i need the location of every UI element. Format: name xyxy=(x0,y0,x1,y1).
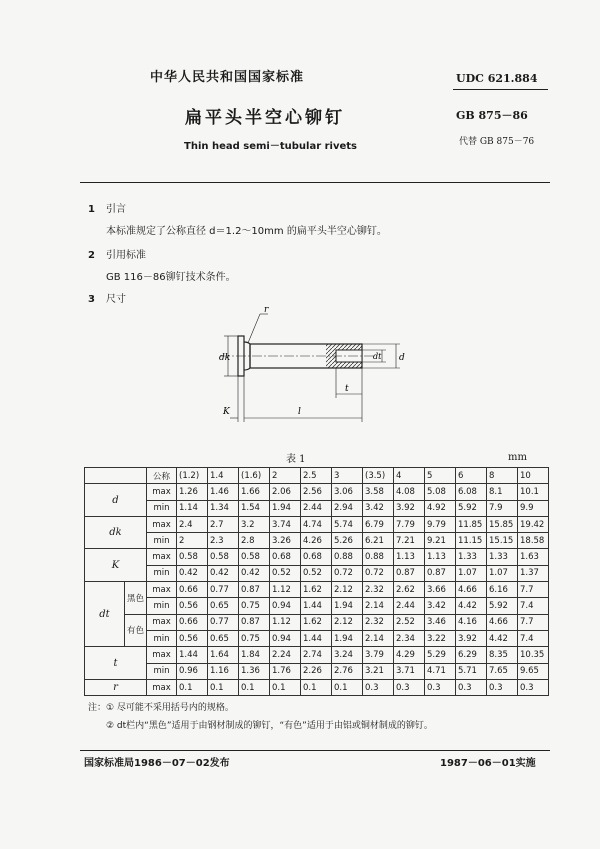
table-value-cell: 0.42 xyxy=(239,565,270,581)
section-1-heading xyxy=(88,200,126,215)
dimension-table xyxy=(84,467,549,696)
table-limit-cell: min xyxy=(147,533,177,549)
header-rule xyxy=(453,89,548,90)
section-title: 引用标准 xyxy=(106,250,146,261)
table-limit-cell: min xyxy=(147,598,177,614)
table-value-cell: 4.26 xyxy=(301,533,332,549)
bottom-divider xyxy=(80,750,550,751)
table-value-cell: 1.94 xyxy=(270,500,301,516)
nominal-size-cell: 2 xyxy=(270,468,301,484)
table-value-cell: 0.56 xyxy=(177,598,208,614)
table-value-cell: 4.16 xyxy=(456,614,487,630)
table-value-cell: 3.79 xyxy=(363,647,394,663)
table-value-cell: 0.42 xyxy=(177,565,208,581)
table-value-cell: 5.92 xyxy=(487,598,518,614)
table-value-cell: 10.1 xyxy=(518,484,549,500)
implementation-date: 1987－06－01实施 xyxy=(440,758,536,769)
table-value-cell: 0.3 xyxy=(425,679,456,695)
table-limit-cell: min xyxy=(147,663,177,679)
table-value-cell: 0.58 xyxy=(239,549,270,565)
table-value-cell: 7.65 xyxy=(487,663,518,679)
table-value-cell: 7.7 xyxy=(518,582,549,598)
table-value-cell: 2.44 xyxy=(301,500,332,516)
table-value-cell: 18.58 xyxy=(518,533,549,549)
table-limit-cell: min xyxy=(147,565,177,581)
issue-date: 国家标准局1986－07－02发布 xyxy=(84,758,230,769)
table-value-cell: 1.66 xyxy=(239,484,270,500)
table-value-cell: 3.58 xyxy=(363,484,394,500)
table-value-cell: 6.08 xyxy=(456,484,487,500)
table-value-cell: 3.74 xyxy=(270,516,301,532)
table-value-cell: 1.62 xyxy=(301,582,332,598)
table-value-cell: 0.68 xyxy=(301,549,332,565)
table-value-cell: 0.3 xyxy=(487,679,518,695)
table-value-cell: 1.94 xyxy=(332,630,363,646)
table-value-cell: 0.1 xyxy=(301,679,332,695)
table-row xyxy=(85,598,549,614)
table-value-cell: 2.12 xyxy=(332,582,363,598)
table-symbol-cell: K xyxy=(85,549,147,582)
table-title: 表 1 xyxy=(286,454,306,465)
table-value-cell: 0.65 xyxy=(208,630,239,646)
table-value-cell: 3.92 xyxy=(394,500,425,516)
table-value-cell: 2.32 xyxy=(363,582,394,598)
table-cell-blank xyxy=(85,468,147,484)
table-unit: mm xyxy=(508,452,527,463)
table-value-cell: 0.3 xyxy=(456,679,487,695)
table-row xyxy=(85,679,549,695)
label-r: r xyxy=(264,305,269,315)
table-value-cell: 1.36 xyxy=(239,663,270,679)
table-value-cell: 2.44 xyxy=(394,598,425,614)
table-row xyxy=(85,565,549,581)
rivet-diagram xyxy=(200,300,420,432)
table-value-cell: 2.34 xyxy=(394,630,425,646)
table-value-cell: 1.64 xyxy=(208,647,239,663)
table-value-cell: 15.85 xyxy=(487,516,518,532)
table-value-cell: 2.26 xyxy=(301,663,332,679)
table-value-cell: 7.9 xyxy=(487,500,518,516)
table-value-cell: 2.12 xyxy=(332,614,363,630)
table-value-cell: 11.15 xyxy=(456,533,487,549)
table-symbol-cell: t xyxy=(85,647,147,680)
table-value-cell: 1.62 xyxy=(301,614,332,630)
table-value-cell: 1.44 xyxy=(301,630,332,646)
table-row xyxy=(85,614,549,630)
table-value-cell: 2.52 xyxy=(394,614,425,630)
table-value-cell: 7.21 xyxy=(394,533,425,549)
table-value-cell: 9.65 xyxy=(518,663,549,679)
table-value-cell: 5.74 xyxy=(332,516,363,532)
table-value-cell: 1.63 xyxy=(518,549,549,565)
table-value-cell: 9.79 xyxy=(425,516,456,532)
note-1: 注：① 尽可能不采用括号内的规格。 xyxy=(88,703,234,713)
label-K: K xyxy=(223,407,230,417)
table-value-cell: 4.71 xyxy=(425,663,456,679)
gb-number: GB 875－86 xyxy=(456,109,528,122)
table-value-cell: 1.16 xyxy=(208,663,239,679)
table-value-cell: 1.54 xyxy=(239,500,270,516)
label-l: l xyxy=(298,407,301,417)
nominal-size-cell: (1.6) xyxy=(239,468,270,484)
table-value-cell: 2.24 xyxy=(270,647,301,663)
table-value-cell: 2.3 xyxy=(208,533,239,549)
table-value-cell: 0.68 xyxy=(270,549,301,565)
table-value-cell: 3.06 xyxy=(332,484,363,500)
standard-org-title: 中华人民共和国国家标准 xyxy=(150,70,305,85)
nominal-size-cell: 6 xyxy=(456,468,487,484)
table-value-cell: 6.79 xyxy=(363,516,394,532)
table-value-cell: 0.58 xyxy=(177,549,208,565)
table-value-cell: 1.94 xyxy=(332,598,363,614)
nominal-size-cell: 8 xyxy=(487,468,518,484)
top-divider xyxy=(80,182,550,183)
table-material-cell: 黑色 xyxy=(125,582,147,615)
table-value-cell: 0.3 xyxy=(363,679,394,695)
table-value-cell: 1.76 xyxy=(270,663,301,679)
table-row xyxy=(85,516,549,532)
table-value-cell: 0.87 xyxy=(239,582,270,598)
table-value-cell: 1.33 xyxy=(487,549,518,565)
table-value-cell: 9.9 xyxy=(518,500,549,516)
section-1-text: 本标准规定了公称直径 d＝1.2～10mm 的扁平头半空心铆钉。 xyxy=(106,226,387,237)
table-value-cell: 1.33 xyxy=(456,549,487,565)
table-value-cell: 6.21 xyxy=(363,533,394,549)
table-value-cell: 1.12 xyxy=(270,614,301,630)
table-value-cell: 8.35 xyxy=(487,647,518,663)
table-value-cell: 0.1 xyxy=(239,679,270,695)
table-limit-cell: max xyxy=(147,614,177,630)
table-symbol-cell: r xyxy=(85,679,147,695)
table-value-cell: 2.8 xyxy=(239,533,270,549)
table-row xyxy=(85,663,549,679)
table-value-cell: 1.34 xyxy=(208,500,239,516)
table-limit-cell: max xyxy=(147,549,177,565)
nominal-size-cell: 5 xyxy=(425,468,456,484)
table-value-cell: 7.4 xyxy=(518,630,549,646)
table-value-cell: 0.66 xyxy=(177,614,208,630)
table-value-cell: 3.46 xyxy=(425,614,456,630)
table-value-cell: 10.35 xyxy=(518,647,549,663)
table-value-cell: 0.66 xyxy=(177,582,208,598)
label-d: d xyxy=(399,353,405,363)
table-limit-cell: max xyxy=(147,679,177,695)
table-value-cell: 1.13 xyxy=(425,549,456,565)
table-value-cell: 0.75 xyxy=(239,630,270,646)
table-row xyxy=(85,630,549,646)
table-value-cell: 0.77 xyxy=(208,582,239,598)
table-limit-cell: max xyxy=(147,582,177,598)
table-value-cell: 0.52 xyxy=(270,565,301,581)
table-limit-cell: max xyxy=(147,647,177,663)
table-value-cell: 11.85 xyxy=(456,516,487,532)
table-row xyxy=(85,500,549,516)
table-value-cell: 0.72 xyxy=(363,565,394,581)
table-value-cell: 7.79 xyxy=(394,516,425,532)
section-title: 引言 xyxy=(106,204,126,215)
table-value-cell: 15.15 xyxy=(487,533,518,549)
section-number: 3 xyxy=(88,294,95,305)
section-title: 尺寸 xyxy=(106,294,126,305)
table-value-cell: 0.1 xyxy=(208,679,239,695)
table-value-cell: 2.94 xyxy=(332,500,363,516)
section-2-heading xyxy=(88,246,146,261)
section-number: 2 xyxy=(88,250,95,261)
note-2: ② dt栏内“黑色”适用于由钢材制成的铆钉，“有色”适用于由铝或铜材制成的铆钉。 xyxy=(106,721,433,731)
table-value-cell: 2 xyxy=(177,533,208,549)
label-t: t xyxy=(345,384,349,394)
nominal-label: 公称 xyxy=(147,468,177,484)
table-value-cell: 0.77 xyxy=(208,614,239,630)
table-value-cell: 1.46 xyxy=(208,484,239,500)
table-value-cell: 0.72 xyxy=(332,565,363,581)
table-value-cell: 0.88 xyxy=(363,549,394,565)
table-value-cell: 1.07 xyxy=(487,565,518,581)
table-value-cell: 1.84 xyxy=(239,647,270,663)
table-value-cell: 3.42 xyxy=(425,598,456,614)
table-value-cell: 0.87 xyxy=(394,565,425,581)
table-value-cell: 3.24 xyxy=(332,647,363,663)
table-row xyxy=(85,549,549,565)
table-limit-cell: max xyxy=(147,484,177,500)
table-value-cell: 6.16 xyxy=(487,582,518,598)
table-value-cell: 0.52 xyxy=(301,565,332,581)
table-value-cell: 1.26 xyxy=(177,484,208,500)
table-value-cell: 0.3 xyxy=(518,679,549,695)
table-value-cell: 0.1 xyxy=(332,679,363,695)
table-value-cell: 0.3 xyxy=(394,679,425,695)
table-value-cell: 2.62 xyxy=(394,582,425,598)
table-value-cell: 4.92 xyxy=(425,500,456,516)
nominal-size-cell: (3.5) xyxy=(363,468,394,484)
table-value-cell: 2.56 xyxy=(301,484,332,500)
table-value-cell: 2.14 xyxy=(363,598,394,614)
table-value-cell: 0.42 xyxy=(208,565,239,581)
table-value-cell: 3.42 xyxy=(363,500,394,516)
nominal-size-cell: 1.4 xyxy=(208,468,239,484)
label-dt: dt xyxy=(373,352,382,361)
table-value-cell: 8.1 xyxy=(487,484,518,500)
table-value-cell: 2.74 xyxy=(301,647,332,663)
table-value-cell: 0.65 xyxy=(208,598,239,614)
table-value-cell: 3.2 xyxy=(239,516,270,532)
table-value-cell: 3.66 xyxy=(425,582,456,598)
table-value-cell: 4.29 xyxy=(394,647,425,663)
table-limit-cell: max xyxy=(147,516,177,532)
table-value-cell: 4.66 xyxy=(456,582,487,598)
table-value-cell: 0.1 xyxy=(270,679,301,695)
section-3-heading xyxy=(88,290,126,305)
udc-number: UDC 621.884 xyxy=(456,72,538,85)
table-row xyxy=(85,484,549,500)
table-value-cell: 4.42 xyxy=(487,630,518,646)
nominal-size-cell: 2.5 xyxy=(301,468,332,484)
nominal-size-cell: 3 xyxy=(332,468,363,484)
table-value-cell: 0.87 xyxy=(425,565,456,581)
table-value-cell: 0.88 xyxy=(332,549,363,565)
table-symbol-cell: d xyxy=(85,484,147,517)
table-material-cell: 有色 xyxy=(125,614,147,647)
table-value-cell: 2.06 xyxy=(270,484,301,500)
table-value-cell: 3.22 xyxy=(425,630,456,646)
table-value-cell: 1.07 xyxy=(456,565,487,581)
table-value-cell: 2.7 xyxy=(208,516,239,532)
table-value-cell: 7.7 xyxy=(518,614,549,630)
table-row xyxy=(85,582,549,598)
table-value-cell: 3.71 xyxy=(394,663,425,679)
table-value-cell: 1.12 xyxy=(270,582,301,598)
section-number: 1 xyxy=(88,204,95,215)
table-value-cell: 1.14 xyxy=(177,500,208,516)
nominal-size-cell: 10 xyxy=(518,468,549,484)
table-value-cell: 6.29 xyxy=(456,647,487,663)
table-value-cell: 4.66 xyxy=(487,614,518,630)
replaces-note: 代替 GB 875－76 xyxy=(459,137,535,147)
table-value-cell: 3.92 xyxy=(456,630,487,646)
table-value-cell: 0.75 xyxy=(239,598,270,614)
document-title-en: Thin head semi－tubular rivets xyxy=(184,141,357,152)
table-symbol-cell: dk xyxy=(85,516,147,549)
table-row xyxy=(85,533,549,549)
table-value-cell: 19.42 xyxy=(518,516,549,532)
table-row-nominal xyxy=(85,468,549,484)
table-value-cell: 3.26 xyxy=(270,533,301,549)
section-2-text: GB 116－86铆钉技术条件。 xyxy=(106,272,236,283)
table-value-cell: 2.4 xyxy=(177,516,208,532)
table-value-cell: 0.56 xyxy=(177,630,208,646)
table-row xyxy=(85,647,549,663)
table-value-cell: 0.87 xyxy=(239,614,270,630)
label-dk: dk xyxy=(219,353,231,363)
table-symbol-cell: dt xyxy=(85,582,125,647)
table-value-cell: 5.71 xyxy=(456,663,487,679)
table-limit-cell: min xyxy=(147,500,177,516)
table-value-cell: 1.44 xyxy=(177,647,208,663)
table-value-cell: 0.96 xyxy=(177,663,208,679)
table-value-cell: 1.37 xyxy=(518,565,549,581)
table-value-cell: 1.13 xyxy=(394,549,425,565)
table-value-cell: 0.1 xyxy=(177,679,208,695)
table-value-cell: 4.42 xyxy=(456,598,487,614)
nominal-size-cell: (1.2) xyxy=(177,468,208,484)
table-value-cell: 0.58 xyxy=(208,549,239,565)
table-value-cell: 0.94 xyxy=(270,630,301,646)
table-limit-cell: min xyxy=(147,630,177,646)
table-value-cell: 5.26 xyxy=(332,533,363,549)
document-title-cn: 扁平头半空心铆钉 xyxy=(185,108,345,128)
table-value-cell: 2.32 xyxy=(363,614,394,630)
table-value-cell: 5.29 xyxy=(425,647,456,663)
table-value-cell: 5.08 xyxy=(425,484,456,500)
table-value-cell: 7.4 xyxy=(518,598,549,614)
notes xyxy=(88,699,433,735)
table-value-cell: 0.94 xyxy=(270,598,301,614)
nominal-size-cell: 4 xyxy=(394,468,425,484)
table-value-cell: 2.76 xyxy=(332,663,363,679)
table-value-cell: 9.21 xyxy=(425,533,456,549)
table-value-cell: 2.14 xyxy=(363,630,394,646)
table-value-cell: 3.21 xyxy=(363,663,394,679)
table-value-cell: 1.44 xyxy=(301,598,332,614)
table-value-cell: 4.08 xyxy=(394,484,425,500)
table-value-cell: 4.74 xyxy=(301,516,332,532)
table-value-cell: 5.92 xyxy=(456,500,487,516)
